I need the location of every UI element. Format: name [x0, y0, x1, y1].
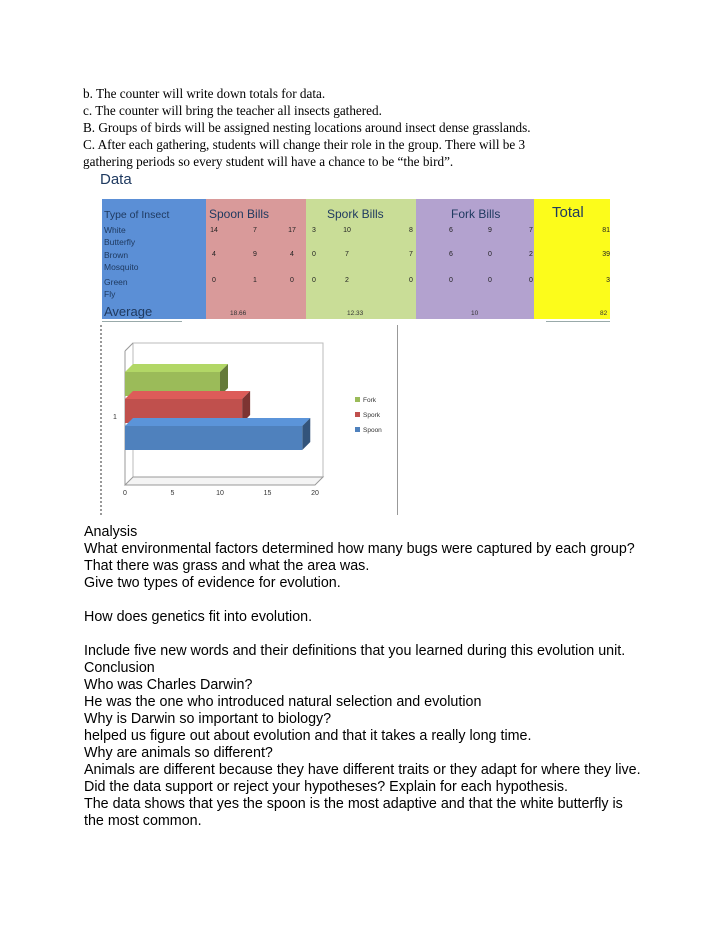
table-cell: 0 [449, 277, 453, 284]
table-cell: 9 [488, 227, 492, 234]
table-cell: 8 [409, 227, 413, 234]
x-tick-label: 20 [311, 490, 319, 497]
category-label: 1 [113, 414, 117, 421]
table-cell: 14 [210, 227, 218, 234]
average-spork: 12.33 [347, 310, 364, 317]
text-line: Why are animals so different? [84, 745, 273, 761]
intro-line: gathering periods so every student will have a chance to be “the bird”. [83, 154, 454, 169]
table-cell: 1 [253, 277, 257, 284]
row-label-line: Butterfly [104, 237, 136, 247]
chart-axis-depth [125, 343, 133, 351]
data-title: Data [100, 171, 132, 188]
text-line: helped us figure out about evolution and that it takes a really long time. [84, 728, 532, 744]
text-line: That there was grass and what the area was. [84, 558, 370, 574]
average-spoon: 18.66 [230, 310, 247, 317]
text-line: Conclusion [84, 660, 155, 676]
table-cell-total: 3 [606, 277, 610, 284]
row-label-line: Fly [104, 289, 116, 299]
table-cell: 0 [488, 277, 492, 284]
table-cell: 10 [343, 227, 351, 234]
table-cell: 0 [529, 277, 533, 284]
legend-label-spoon: Spoon [363, 427, 382, 434]
table-cell: 0 [290, 277, 294, 284]
text-line: The data shows that yes the spoon is the most adaptive and that the white butterfly is [84, 796, 623, 812]
text-line [84, 626, 724, 643]
row-label-line: Green [104, 277, 128, 287]
header-fork-bills: Fork Bills [451, 207, 501, 221]
bar-chart [100, 325, 400, 515]
text-line: Give two types of evidence for evolution. [84, 575, 341, 591]
x-tick-label: 15 [263, 490, 272, 497]
average-label: Average [104, 304, 153, 319]
intro-line: B. Groups of birds will be assigned nesting locations around insect dense grasslands. [83, 120, 531, 135]
x-tick-label: 5 [170, 490, 175, 497]
table-cell: 0 [488, 251, 492, 258]
legend-label-fork: Fork [363, 397, 376, 404]
text-line: Why is Darwin so important to biology? [84, 711, 332, 727]
legend-swatch-fork [355, 397, 360, 402]
divider [546, 321, 610, 322]
intro-line: b. The counter will write down totals for data. [83, 86, 326, 101]
intro-text [83, 85, 683, 170]
row-label-brown-mosquito [104, 249, 174, 273]
table-cell: 17 [288, 227, 296, 234]
bar-spoon [125, 426, 302, 450]
row-label-line: Brown [104, 250, 129, 260]
text-line: Who was Charles Darwin? [84, 677, 253, 693]
average-fork: 10 [471, 310, 479, 317]
row-label-green-fly [104, 276, 174, 300]
table-cell: 7 [253, 227, 257, 234]
legend-label-spork: Spork [363, 412, 380, 419]
text-line: Analysis [84, 524, 138, 540]
intro-line: C. After each gathering, students will change their role in the group. There will be 3 [83, 137, 526, 152]
table-cell: 2 [529, 251, 533, 258]
text-line: How does genetics fit into evolution. [84, 609, 313, 625]
header-spork-bills: Spork Bills [327, 207, 384, 221]
x-tick-label: 0 [123, 490, 127, 497]
table-cell: 9 [253, 251, 257, 258]
text-line: What environmental factors determined how many bugs were captured by each group? [84, 541, 635, 557]
divider [102, 321, 182, 322]
table-cell: 0 [409, 277, 413, 284]
legend-swatch-spoon [355, 427, 360, 432]
table-cell: 7 [345, 251, 349, 258]
table-cell: 3 [312, 227, 316, 234]
row-label-line: Mosquito [104, 262, 139, 272]
row-label-white-butterfly [104, 224, 174, 248]
text-line [84, 592, 724, 609]
table-cell: 0 [212, 277, 216, 284]
table-cell-total: 81 [602, 227, 610, 234]
table-cell-total: 39 [602, 251, 610, 258]
average-total: 82 [600, 310, 608, 317]
intro-line: c. The counter will bring the teacher all insects gathered. [83, 103, 382, 118]
chart-plot [100, 325, 400, 515]
header-total: Total [552, 204, 584, 221]
table-cell: 4 [212, 251, 216, 258]
analysis-conclusion-text [84, 524, 724, 830]
table-cell: 2 [345, 277, 349, 284]
table-cell: 6 [449, 227, 453, 234]
bar-spoon-top [125, 418, 310, 426]
text-line: Include five new words and their definitions that you learned during this evolution unit. [84, 643, 626, 659]
header-type-of-insect: Type of Insect [104, 209, 170, 221]
chart-floor [125, 477, 323, 485]
text-line: Did the data support or reject your hypotheses? Explain for each hypothesis. [84, 779, 568, 795]
bar-spork-top [125, 391, 250, 399]
header-spoon-bills: Spoon Bills [209, 207, 270, 221]
text-line: He was the one who introduced natural selection and evolution [84, 694, 482, 710]
text-line: Animals are different because they have different traits or they adapt for where they live. [84, 762, 641, 778]
legend-swatch-spork [355, 412, 360, 417]
data-table-image [96, 171, 616, 321]
x-tick-label: 10 [216, 490, 224, 497]
table-cell: 0 [312, 277, 316, 284]
table-cell: 4 [290, 251, 294, 258]
table-cell: 7 [529, 227, 533, 234]
bar-fork-top [125, 364, 228, 372]
table-cell: 6 [449, 251, 453, 258]
table-cell: 0 [312, 251, 316, 258]
row-label-line: White [104, 225, 126, 235]
text-line: the most common. [84, 813, 202, 829]
table-cell: 7 [409, 251, 413, 258]
